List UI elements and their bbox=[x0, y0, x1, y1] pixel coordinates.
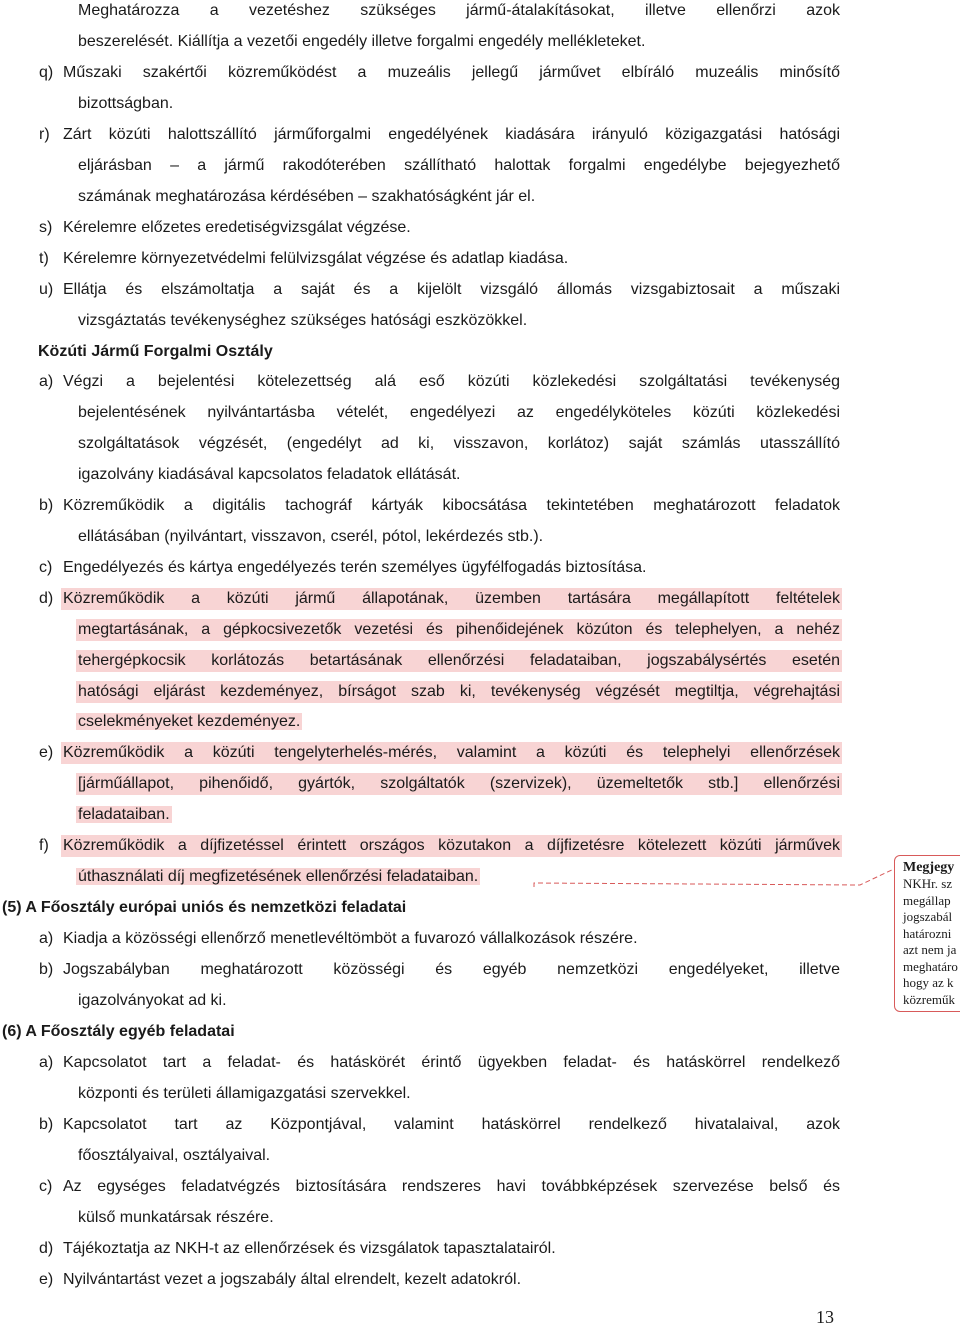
text-line bbox=[63, 959, 840, 981]
comment-line: közreműk bbox=[903, 991, 955, 1007]
text-line bbox=[78, 155, 840, 177]
highlighted-text: [járműállapot, pihenőidő, gyártók, szolgáltatók (szervizek), üzemeltetők stb.] ellenőrzési bbox=[76, 773, 842, 795]
text-line bbox=[76, 711, 302, 733]
line-text: szolgáltatások végzését, (engedélyt ad ki, visszavon, korlátoz) saját számlás utasszállító bbox=[78, 435, 840, 452]
section-heading bbox=[38, 341, 273, 363]
highlighted-text: megtartásának, a gépkocsivezetők vezetési és pihenőidejének közúton és telephelyen, a nehéz bbox=[76, 619, 842, 641]
text-line bbox=[78, 31, 645, 53]
line-text: számának meghatározása kérdésében – szakhatóságként jár el. bbox=[78, 188, 536, 205]
line-text: (5) A Főosztály európai uniós és nemzetközi feladatai bbox=[2, 899, 407, 916]
text-line bbox=[63, 557, 646, 579]
text-line bbox=[63, 495, 840, 517]
highlighted-text: cselekményeket kezdeményez. bbox=[78, 713, 301, 730]
list-item-label: c) bbox=[39, 559, 53, 576]
text-line bbox=[76, 773, 842, 795]
list-item-label: c) bbox=[39, 1178, 53, 1195]
line-text: Kérelemre környezetvédelmi felülvizsgálat végzése és adatlap kiadása. bbox=[63, 250, 569, 267]
text-line bbox=[63, 928, 638, 950]
line-text: Jogszabályban meghatározott közösségi és egyéb nemzetközi engedélyeket, illetve bbox=[63, 961, 840, 978]
section-heading bbox=[2, 897, 406, 919]
line-text: ellátásában (nyilvántart, visszavon, cserél, pótol, lekérdezés stb.). bbox=[78, 528, 544, 545]
text-line bbox=[76, 619, 842, 641]
text-line bbox=[63, 279, 840, 301]
comment-title: Megjegy bbox=[903, 860, 955, 875]
comment-line: hogy az k bbox=[903, 975, 954, 990]
line-text: Engedélyezés és kártya engedélyezés terén személyes ügyfélfogadás biztosítása. bbox=[63, 559, 647, 576]
text-line bbox=[63, 1176, 840, 1198]
line-text: Műszaki szakértői közreműködést a muzeális jellegű járművet elbíráló muzeális minősítő bbox=[63, 64, 840, 81]
list-item-label: r) bbox=[39, 126, 50, 143]
text-line bbox=[78, 464, 460, 486]
comment-line: NKHr. sz bbox=[903, 876, 953, 891]
list-item-label: a) bbox=[39, 373, 54, 390]
text-line bbox=[63, 1114, 840, 1136]
text-line bbox=[78, 433, 840, 455]
text-line bbox=[76, 650, 842, 672]
text-line bbox=[76, 804, 172, 826]
text-line bbox=[78, 990, 227, 1012]
comment-body bbox=[903, 876, 960, 1008]
line-text: Kapcsolatot tart az Központjával, valamint hatáskörrel rendelkező hivatalaival, azok bbox=[63, 1116, 840, 1133]
text-line bbox=[78, 1207, 274, 1229]
text-line bbox=[78, 93, 173, 115]
list-item-label: q) bbox=[39, 64, 54, 81]
line-text: Meghatározza a vezetéshez szükséges jármű-átalakításokat, illetve ellenőrzi azok bbox=[78, 2, 840, 19]
list-item-label: a) bbox=[39, 930, 54, 947]
line-text: beszerelését. Kiállítja a vezetői engedély illetve forgalmi engedély mellékleteket. bbox=[78, 33, 646, 50]
text-line bbox=[61, 588, 842, 610]
line-text: központi és területi államigazgatási szervekkel. bbox=[78, 1085, 411, 1102]
text-line bbox=[78, 402, 840, 424]
highlighted-text: Közreműködik a közúti jármű állapotának, üzemben tartására megállapított feltételek bbox=[61, 588, 842, 610]
text-line bbox=[78, 186, 535, 208]
highlighted-text: hatósági eljárást kezdeményez, bírságot szab ki, tevékenység végzését megtiltja, végrehajtási bbox=[76, 681, 842, 703]
line-text: külső munkatársak részére. bbox=[78, 1209, 274, 1226]
highlighted-text: tehergépkocsik korlátozás betartásának ellenőrzési feladataiban, jogszabálysértés esetén bbox=[76, 650, 842, 672]
line-text: Zárt közúti halottszállító járműforgalmi engedélyének kiadására irányuló közigazgatási hatósági bbox=[63, 126, 840, 143]
text-line bbox=[78, 1083, 411, 1105]
list-item-label: a) bbox=[39, 1054, 54, 1071]
highlighted-text: Közreműködik a díjfizetéssel érintett országos közutakon a díjfizetésre kötelezett közúti járművek bbox=[61, 835, 842, 857]
margin-comment[interactable] bbox=[894, 855, 960, 1012]
text-line bbox=[63, 1052, 840, 1074]
comment-line: azt nem ja bbox=[903, 942, 957, 957]
text-line bbox=[63, 62, 840, 84]
line-text: Nyilvántartást vezet a jogszabály által elrendelt, kezelt adatokról. bbox=[63, 1271, 522, 1288]
line-text: Közúti Jármű Forgalmi Osztály bbox=[38, 343, 273, 360]
line-text: Az egységes feladatvégzés biztosítására rendszeres havi továbbképzések szervezése belső és bbox=[63, 1178, 840, 1195]
text-line bbox=[78, 526, 543, 548]
line-text: (6) A Főosztály egyéb feladatai bbox=[2, 1023, 235, 1040]
text-line bbox=[78, 310, 527, 332]
list-item-label: b) bbox=[39, 1116, 54, 1133]
page-number: 13 bbox=[816, 1307, 834, 1327]
highlighted-text: úthasználati díj megfizetésének ellenőrzési feladataiban. bbox=[78, 868, 479, 885]
line-text: bejelentésének nyilvántartásba vételét, engedélyezi az engedélyköteles közúti közlekedési bbox=[78, 404, 840, 421]
text-line bbox=[61, 835, 842, 857]
comment-connector bbox=[520, 855, 900, 895]
highlighted-text: Közreműködik a közúti tengelyterhelés-mérés, valamint a közúti és telephelyi ellenőrzések bbox=[61, 742, 842, 764]
line-text: igazolvány kiadásával kapcsolatos feladatok ellátását. bbox=[78, 466, 461, 483]
comment-line: jogszabál bbox=[903, 909, 953, 924]
line-text: Tájékoztatja az NKH-t az ellenőrzések és vizsgálatok tapasztalatairól. bbox=[63, 1240, 556, 1257]
list-item-label: b) bbox=[39, 961, 54, 978]
line-text: vizsgáztatás tevékenységhez szükséges hatósági eszközökkel. bbox=[78, 312, 528, 329]
list-item-label: t) bbox=[39, 250, 49, 267]
line-text: Ellátja és elszámoltatja a saját és a kijelölt vizsgáló állomás vizsgabiztosait a műszaki bbox=[63, 281, 840, 298]
list-item-label: d) bbox=[39, 1240, 54, 1257]
highlighted-text: feladataiban. bbox=[78, 806, 170, 823]
line-text: főosztályaival, osztályaival. bbox=[78, 1147, 271, 1164]
text-line bbox=[63, 248, 568, 270]
text-line bbox=[76, 866, 480, 888]
text-line bbox=[63, 1238, 556, 1260]
line-text: eljárásban – a jármű rakodóterében szállítható halottak forgalmi engedélybe bejegyezhető bbox=[78, 157, 840, 174]
comment-connector-line bbox=[520, 855, 900, 895]
line-text: Kiadja a közösségi ellenőrző menetlevéltömböt a fuvarozó vállalkozások részére. bbox=[63, 930, 638, 947]
text-line bbox=[61, 742, 842, 764]
text-line bbox=[78, 0, 840, 22]
text-line bbox=[63, 124, 840, 146]
list-item-label: f) bbox=[39, 837, 49, 854]
text-line bbox=[78, 1145, 270, 1167]
list-item-label: u) bbox=[39, 281, 54, 298]
list-item-label: e) bbox=[39, 1271, 54, 1288]
list-item-label: e) bbox=[39, 744, 54, 761]
list-item-label: b) bbox=[39, 497, 54, 514]
line-text: Kapcsolatot tart a feladat- és hatáskörét érintő ügyekben feladat- és hatáskörrel rendelkező bbox=[63, 1054, 840, 1071]
line-text: Kérelemre előzetes eredetiségvizsgálat végzése. bbox=[63, 219, 411, 236]
list-item-label: s) bbox=[39, 219, 53, 236]
comment-line: határozni bbox=[903, 925, 952, 941]
line-text: Közreműködik a digitális tachográf kártyák kibocsátása tekintetében meghatározott feladatok bbox=[63, 497, 840, 514]
section-heading bbox=[2, 1021, 235, 1043]
text-line bbox=[76, 681, 842, 703]
line-text: bizottságban. bbox=[78, 95, 174, 112]
comment-line: meghatáro bbox=[903, 958, 958, 974]
text-line bbox=[63, 371, 840, 393]
line-text: igazolványokat ad ki. bbox=[78, 992, 227, 1009]
line-text: Végzi a bejelentési kötelezettség alá eső közúti közlekedési szolgáltatási tevékenység bbox=[63, 373, 840, 390]
text-line bbox=[63, 217, 411, 239]
list-item-label: d) bbox=[39, 590, 54, 607]
text-line bbox=[63, 1269, 521, 1291]
comment-line: megállap bbox=[903, 892, 951, 908]
